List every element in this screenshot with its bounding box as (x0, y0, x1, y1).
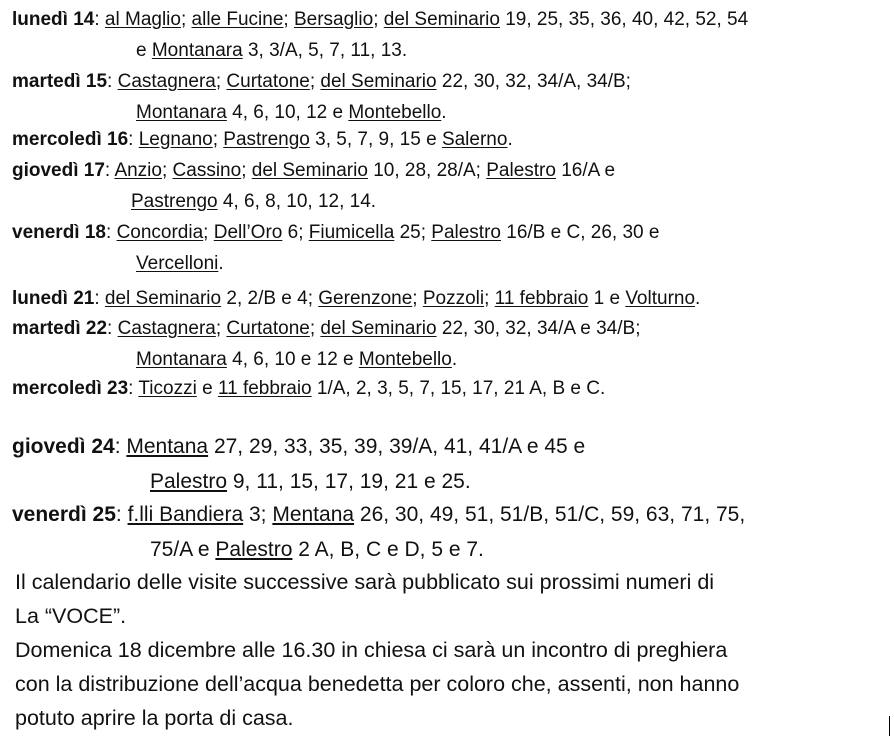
entry-continuation-line (12, 344, 640, 375)
schedule-entry (12, 4, 748, 66)
house-numbers: 3, 5, 7, 9, 15 e (309, 129, 442, 150)
street-name: 11 febbraio (217, 378, 312, 399)
entry-continuation-line (12, 532, 745, 567)
house-numbers: 4, 6, 8, 10, 12, 14. (217, 191, 377, 212)
house-numbers: 22, 30, 32, 34/A e 34/B; (436, 318, 641, 339)
house-numbers: 4, 6, 10 e 12 e (226, 349, 359, 370)
day-label: giovedì 24 (12, 435, 115, 458)
street-name: Gerenzone (318, 288, 413, 309)
street-name: Pozzoli (422, 288, 485, 309)
street-name: del Seminario (251, 160, 368, 181)
street-name: Curtatone (226, 318, 310, 339)
house-numbers: 25; (394, 222, 432, 243)
house-numbers: . (451, 349, 458, 370)
house-numbers: 1/A, 2, 3, 5, 7, 15, 17, 21 A, B e C. (311, 378, 606, 399)
schedule-entry (12, 66, 631, 128)
entry-continuation-line (12, 248, 659, 279)
schedule-entry (12, 373, 605, 404)
entry-first-line: mercoledì 16: Legnano; Pastrengo 3, 5, 7, 9, 15 e Salerno. (12, 129, 513, 150)
entry-first-line: venerdì 18: Concordia; Dell’Oro 6; Fiumicella 25; Palestro 16/B e C, 26, 30 e (12, 222, 660, 243)
street-name: Palestro (431, 222, 501, 243)
house-numbers: . (218, 253, 224, 274)
house-numbers: 26, 30, 49, 51, 51/B, 51/C, 59, 63, 71, 75, (354, 503, 746, 526)
day-label: lunedì 14 (12, 9, 95, 30)
entry-continuation-line (12, 186, 615, 217)
street-name: Montebello (358, 349, 452, 370)
house-numbers: ; (212, 129, 224, 150)
day-label: mercoledì 16 (12, 129, 129, 150)
street-name: Palestro (150, 470, 228, 493)
street-name: del Seminario (320, 71, 437, 92)
house-numbers: ; (283, 9, 294, 30)
street-name: Fiumicella (308, 222, 395, 243)
street-name: alle Fucine (191, 9, 284, 30)
house-numbers: 1 e (588, 288, 626, 309)
street-name: al Maglio (104, 9, 181, 30)
house-numbers: ; (484, 288, 495, 309)
note-line: potuto aprire la porta di casa. (15, 706, 294, 730)
street-name: Cassino (172, 160, 242, 181)
day-label: venerdì 25 (12, 503, 116, 526)
schedule-entry (12, 313, 640, 375)
entry-first-line: venerdì 25: f.lli Bandiera 3; Mentana 26, 30, 49, 51, 51/B, 51/C, 59, 63, 71, 75, (12, 503, 746, 526)
street-name: Pastrengo (131, 191, 218, 212)
house-numbers: e (136, 40, 152, 61)
street-name: Montanara (136, 349, 227, 370)
schedule-entry (12, 155, 615, 217)
street-name: Salerno (441, 129, 508, 150)
house-numbers: ; (309, 71, 321, 92)
entry-first-line: mercoledì 23: Ticozzi e 11 febbraio 1/A, 2, 3, 5, 7, 15, 17, 21 A, B e C. (12, 378, 606, 399)
day-label: venerdì 18 (12, 222, 106, 243)
street-name: Mentana (272, 503, 355, 526)
entry-first-line: giovedì 17: Anzio; Cassino; del Seminario 10, 28, 28/A; Palestro 16/A e (12, 160, 616, 181)
street-name: Pastrengo (223, 129, 310, 150)
house-numbers: ; (373, 9, 384, 30)
entry-continuation-line (12, 35, 748, 66)
notes-block (15, 565, 739, 735)
house-numbers: 22, 30, 32, 34/A, 34/B; (436, 71, 631, 92)
entry-first-line: martedì 22: Castagnera; Curtatone; del Seminario 22, 30, 32, 34/A e 34/B; (12, 318, 641, 339)
note-line: La “VOCE”. (15, 604, 127, 628)
note-line: con la distribuzione dell’acqua benedetta per coloro che, assenti, non hanno (15, 672, 740, 696)
street-name: 11 febbraio (494, 288, 589, 309)
house-numbers: ; (161, 160, 173, 181)
entry-first-line: martedì 15: Castagnera; Curtatone; del Seminario 22, 30, 32, 34/A, 34/B; (12, 71, 631, 92)
street-name: Castagnera (117, 71, 216, 92)
house-numbers: ; (241, 160, 252, 181)
house-numbers: ; (203, 222, 214, 243)
street-name: Curtatone (226, 71, 310, 92)
street-name: Castagnera (117, 318, 216, 339)
day-label: lunedì 21 (12, 288, 95, 309)
street-name: Anzio (114, 160, 162, 181)
house-numbers: 9, 11, 15, 17, 19, 21 e 25. (227, 470, 471, 493)
house-numbers: 6; (282, 222, 309, 243)
house-numbers: 16/B e C, 26, 30 e (500, 222, 660, 243)
day-label: mercoledì 23 (12, 378, 129, 399)
house-numbers: 2, 2/B e 4; (221, 288, 319, 309)
house-numbers: . (507, 129, 513, 150)
street-name: Ticozzi (138, 378, 197, 399)
house-numbers: 27, 29, 33, 35, 39, 39/A, 41, 41/A e 45 e (208, 435, 586, 458)
street-name: Dell’Oro (213, 222, 283, 243)
schedule-entry (12, 497, 745, 567)
entry-continuation-line (12, 464, 585, 499)
house-numbers: 3; (243, 503, 273, 526)
entry-first-line: lunedì 21: del Seminario 2, 2/B e 4; Gerenzone; Pozzoli; 11 febbraio 1 e Volturno. (12, 288, 701, 309)
street-name: Palestro (486, 160, 556, 181)
house-numbers: ; (309, 318, 321, 339)
street-name: del Seminario (104, 288, 222, 309)
schedule-entry (12, 124, 513, 155)
street-name: Palestro (215, 538, 293, 561)
house-numbers: ; (412, 288, 423, 309)
house-numbers: 3, 3/A, 5, 7, 11, 13. (242, 40, 408, 61)
street-name: Montebello (348, 102, 442, 123)
street-name: Volturno (625, 288, 696, 309)
note-line: Il calendario delle visite successive sarà pubblicato sui prossimi numeri di (15, 570, 715, 594)
schedule-entry (12, 429, 585, 499)
house-numbers: ; (180, 9, 192, 30)
street-name: Concordia (116, 222, 204, 243)
street-name: Montanara (136, 102, 227, 123)
street-name: del Seminario (320, 318, 437, 339)
street-name: Bersaglio (293, 9, 374, 30)
street-name: Vercelloni (136, 253, 219, 274)
street-name: Montanara (151, 40, 243, 61)
house-numbers: 75/A e (150, 538, 216, 561)
house-numbers: 2 A, B, C e D, 5 e 7. (292, 538, 484, 561)
house-numbers: 4, 6, 10, 12 e (226, 102, 349, 123)
house-numbers: . (441, 102, 447, 123)
schedule-entry (12, 217, 659, 279)
street-name: f.lli Bandiera (127, 503, 244, 526)
note-line: Domenica 18 dicembre alle 16.30 in chiesa ci sarà un incontro di preghiera (15, 638, 728, 662)
day-label: martedì 15 (12, 71, 108, 92)
house-numbers: 16/A e (555, 160, 616, 181)
house-numbers: 10, 28, 28/A; (367, 160, 487, 181)
house-numbers: . (695, 288, 701, 309)
house-numbers: ; (215, 318, 227, 339)
house-numbers: e (196, 378, 218, 399)
street-name: Mentana (126, 435, 209, 458)
entry-first-line: giovedì 24: Mentana 27, 29, 33, 35, 39, 39/A, 41, 41/A e 45 e (12, 435, 586, 458)
day-label: martedì 22 (12, 318, 108, 339)
street-name: del Seminario (383, 9, 500, 30)
house-numbers: 19, 25, 35, 36, 40, 42, 52, 54 (499, 9, 749, 30)
schedule-entry (12, 283, 700, 314)
text-cursor (889, 716, 890, 736)
house-numbers: ; (215, 71, 227, 92)
street-name: Legnano (138, 129, 213, 150)
day-label: giovedì 17 (12, 160, 105, 181)
entry-first-line: lunedì 14: al Maglio; alle Fucine; Bersaglio; del Seminario 19, 25, 35, 36, 40, 42, 52, 54 (12, 9, 749, 30)
